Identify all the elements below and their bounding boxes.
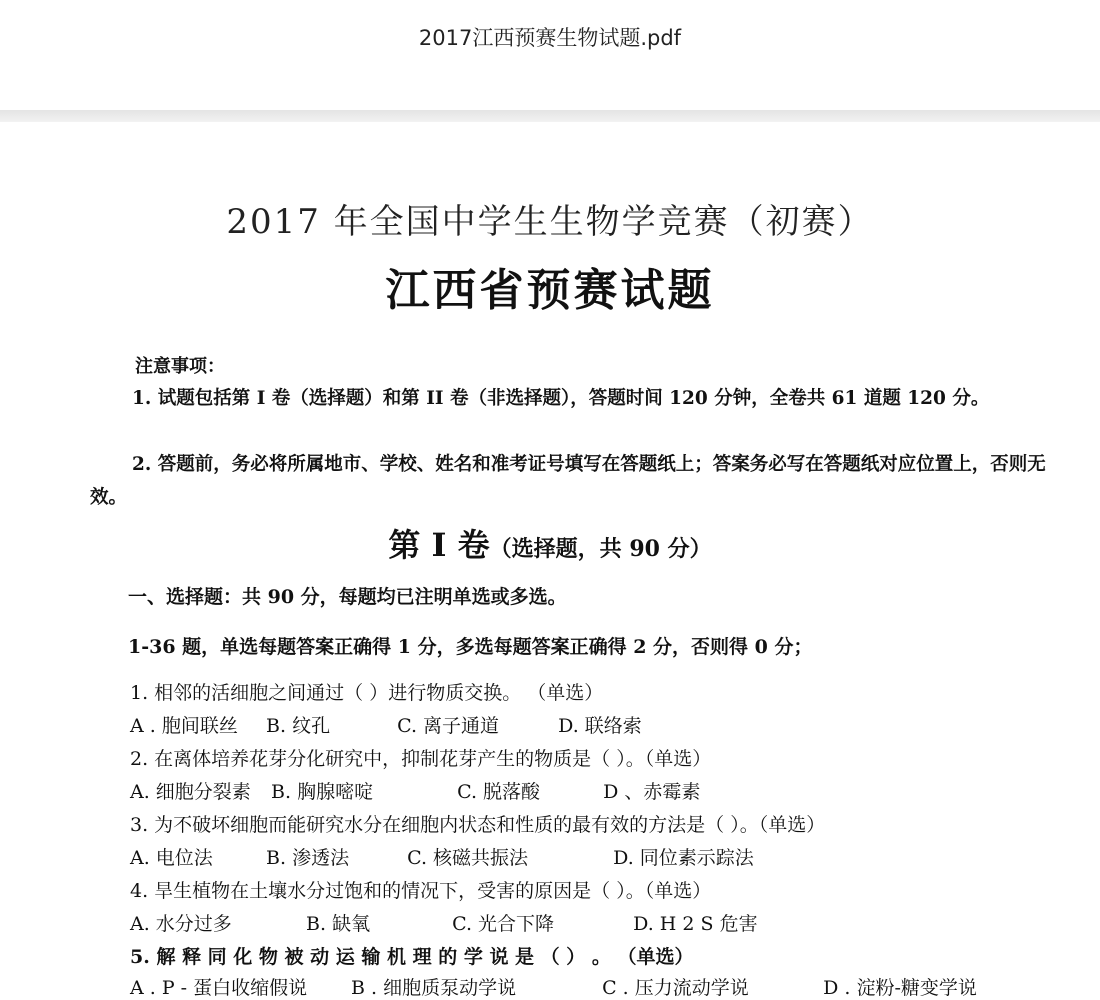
option: B . 细胞质泵动学说 [351, 977, 517, 999]
option: D. 联络索 [558, 715, 642, 737]
option: D 、赤霉素 [603, 781, 701, 803]
option: D. H 2 S 危害 [633, 913, 758, 935]
question-stem: 4. 旱生植物在土壤水分过饱和的情况下，受害的原因是（ ）。（单选） [130, 880, 712, 902]
section-title-main: 第 I 卷 [388, 526, 490, 564]
option: C . 压力流动学说 [602, 977, 749, 999]
question-options [130, 711, 642, 738]
section-title [0, 520, 1100, 566]
option: B. 缺氧 [306, 913, 371, 935]
option: C. 离子通道 [397, 715, 500, 737]
exam-title-line2: 江西省预赛试题 [385, 265, 715, 316]
option: B. 渗透法 [266, 847, 350, 869]
viewer-header [0, 0, 1100, 110]
option: A . P - 蛋白收缩假说 [130, 977, 308, 999]
option: A. 电位法 [130, 847, 213, 869]
option: D. 同位素示踪法 [613, 847, 754, 869]
notice-heading: 注意事项： [135, 356, 225, 377]
file-name-title: 2017江西预赛生物试题.pdf [418, 26, 682, 50]
question-stem: 5. 解 释 同 化 物 被 动 运 输 机 理 的 学 说 是 （ ） 。 （单选） [130, 946, 694, 968]
option: C. 核磁共振法 [407, 847, 529, 869]
option: A . 胞间联丝 [130, 715, 238, 737]
option: A. 水分过多 [130, 913, 232, 935]
question-options [130, 843, 754, 870]
scoring-note: 1-36 题，单选每题答案正确得 1 分，多选每题答案正确得 2 分，否则得 0 分； [128, 636, 813, 658]
pdf-page [0, 122, 1100, 999]
question-options [130, 973, 977, 1000]
question-stem: 1. 相邻的活细胞之间通过（ ）进行物质交换。 （单选） [130, 682, 604, 704]
option: C. 脱落酸 [457, 781, 541, 803]
part-heading: 一、选择题：共 90 分，每题均已注明单选或多选。 [128, 586, 567, 608]
option: B. 纹孔 [266, 715, 331, 737]
option: A. 细胞分裂素 [130, 781, 251, 803]
option: C. 光合下降 [452, 913, 555, 935]
option: D . 淀粉-糖变学说 [823, 977, 977, 999]
exam-title-line1: 2017 年全国中学生生物学竞赛（初赛） [226, 202, 874, 242]
question-options [130, 777, 700, 804]
question-stem: 2. 在离体培养花芽分化研究中，抑制花芽产生的物质是（ ）。（单选） [130, 748, 712, 770]
notice-item-2: 2. 答题前，务必将所属地市、学校、姓名和准考证号填写在答题纸上；答案务必写在答题纸对应位置上，否则无效。 [90, 454, 1046, 508]
section-title-sub: （选择题，共 90 分） [489, 536, 712, 562]
question-stem: 3. 为不破坏细胞而能研究水分在细胞内状态和性质的最有效的方法是（ ）。（单选） [130, 814, 826, 836]
header-divider [0, 110, 1100, 122]
option: B. 胸腺嘧啶 [271, 781, 374, 803]
question-options [130, 909, 758, 936]
notice-item-1: 1. 试题包括第 I 卷（选择题）和第 II 卷（非选择题），答题时间 120 分钟，全卷共 61 道题 120 分。 [132, 388, 990, 409]
